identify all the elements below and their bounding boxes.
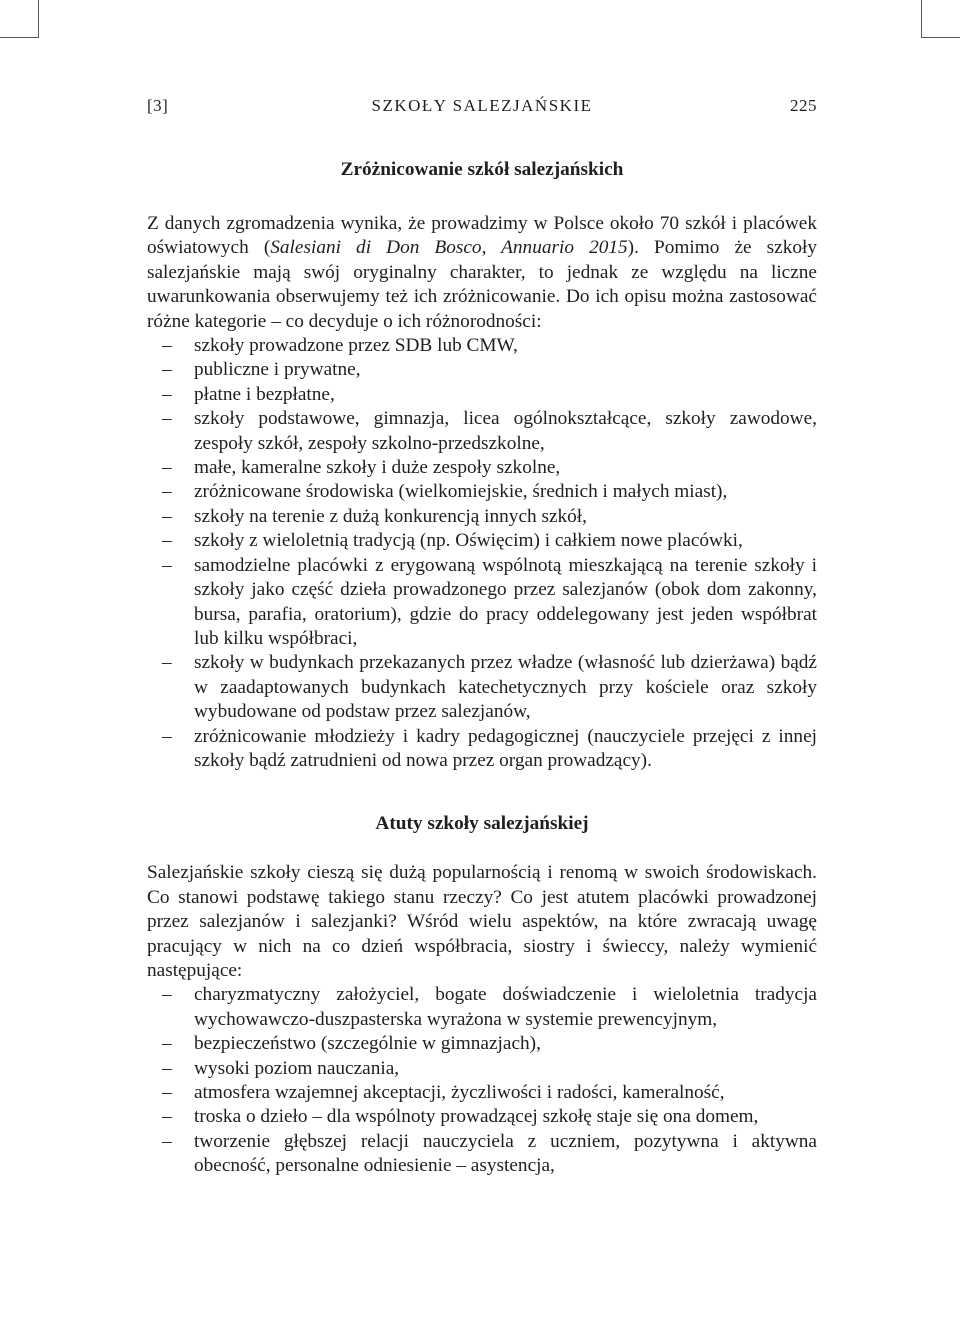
section2-intro-paragraph: Salezjańskie szkoły cieszą się dużą popularnością i renomą w swoich środowiskach. Co stanowi podstawę takiego stanu rzeczy? Co jest atutem placówki prowadzonej przez salezjanów i salezjanki? Wśród wielu aspektów, na które zwracają uwagę pracujący w nich na co dzień współbracia, siostry i świeccy, należy wymienić następujące: [147, 862, 817, 981]
strengths-list [147, 983, 817, 1178]
page-content [147, 158, 817, 1179]
list-item: – szkoły podstawowe, gimnazja, licea ogólnokształcące, szkoły zawodowe, zespoły szkół, zespoły szkolno-przedszkolne, [147, 407, 817, 456]
section1-intro-citation: Salesiani di Don Bosco, Annuario 2015 [270, 237, 628, 259]
list-item: – publiczne i prywatne, [147, 358, 817, 382]
list-item: – szkoły prowadzone przez SDB lub CMW, [147, 334, 817, 358]
crop-mark-top-right [921, 0, 922, 38]
running-head [147, 96, 817, 120]
section-heading-diversity: Zróżnicowanie szkół salezjańskich [340, 159, 624, 180]
crop-mark-top-right-h [922, 37, 960, 38]
crop-mark-top-left [38, 0, 39, 38]
list-item: – zróżnicowanie młodzieży i kadry pedagogicznej (nauczyciele przejęci z innej szkoły bądź zatrudnieni od nowa przez organ prowadzący). [147, 725, 817, 774]
list-item: – zróżnicowane środowiska (wielkomiejskie, średnich i małych miast), [147, 480, 817, 504]
list-item: – samodzielne placówki z erygowaną wspólnotą mieszkającą na terenie szkoły i szkoły jako część dzieła prowadzonego przez salezjanów (obok dom zakonny, bursa, parafia, oratorium), gdzie do pracy oddelegowany jest jeden współbrat lub kilku współbraci, [147, 554, 817, 652]
section1-intro-a: Z danych zgromadzenia wynika, że prowadzimy w Polsce około 70 szkół i placówek oświatowych ( [147, 213, 817, 259]
list-item: – bezpieczeństwo (szczególnie w gimnazjach), [147, 1032, 817, 1056]
list-item: – tworzenie głębszej relacji nauczyciela z uczniem, pozytywna i aktywna obecność, personalne odniesienie – asystencja, [147, 1130, 817, 1179]
list-item: – szkoły z wieloletnią tradycją (np. Oświęcim) i całkiem nowe placówki, [147, 529, 817, 553]
diversity-list [147, 334, 817, 773]
page-number: 225 [790, 96, 817, 115]
list-item: – szkoły na terenie z dużą konkurencją innych szkół, [147, 505, 817, 529]
list-item: – małe, kameralne szkoły i duże zespoły szkolne, [147, 456, 817, 480]
section1-intro-b: ). Pomimo że szkoły salezjańskie mają swój oryginalny charakter, to jednak ze względu na liczne uwarunkowania obserwujemy też ich zróżnicowanie. Do ich opisu można zastosować różne kategorie – co decyduje o ich różnorodności: [147, 237, 817, 332]
list-item: – płatne i bezpłatne, [147, 383, 817, 407]
running-title: SZKOŁY SALEZJAŃSKIE [371, 96, 593, 115]
section-number: [3] [147, 96, 169, 115]
section-heading-strengths: Atuty szkoły salezjańskiej [375, 813, 589, 835]
crop-mark-top-left-h [0, 37, 38, 38]
list-item: – atmosfera wzajemnej akceptacji, życzliwości i radości, kameralność, [147, 1081, 817, 1105]
list-item: – wysoki poziom nauczania, [147, 1057, 817, 1081]
section1-intro-paragraph [147, 212, 817, 334]
list-item: – charyzmatyczny założyciel, bogate doświadczenie i wieloletnia tradycja wychowawczo-duszpasterska wyrażona w systemie prewencyjnym, [147, 983, 817, 1032]
list-item: – troska o dzieło – dla wspólnoty prowadzącej szkołę staje się ona domem, [147, 1105, 817, 1129]
list-item: – szkoły w budynkach przekazanych przez władze (własność lub dzierżawa) bądź w zaadaptowanych budynkach katechetycznych przy kościele oraz szkoły wybudowane od podstaw przez salezjanów, [147, 651, 817, 724]
